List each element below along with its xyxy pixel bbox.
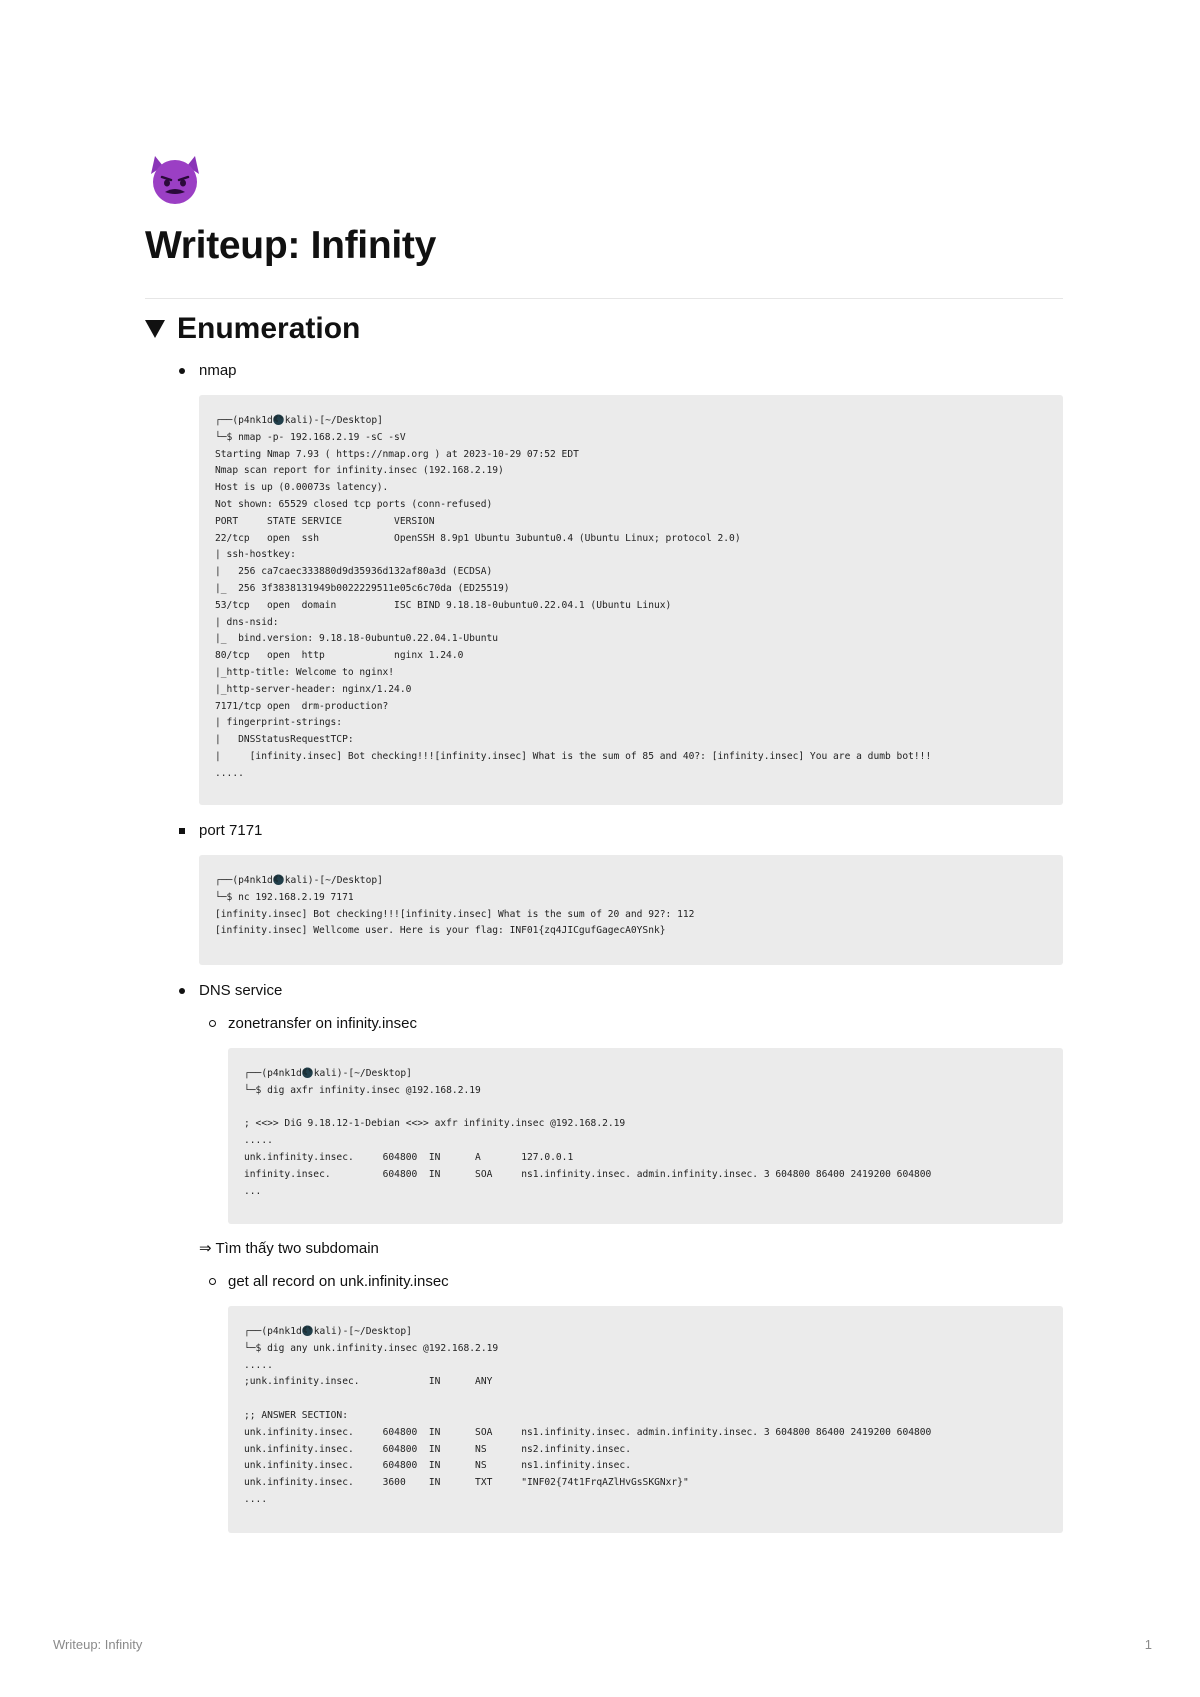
page-title: Writeup: Infinity bbox=[145, 224, 436, 267]
list-item-label: get all record on unk.infinity.insec bbox=[228, 1273, 449, 1290]
bullet-circle-icon bbox=[209, 1278, 216, 1285]
bullet-circle-icon bbox=[209, 1020, 216, 1027]
code-block-port: ┌──(p4nk1d🌑kali)-[~/Desktop] └─$ nc 192.168.2.19 7171 [infinity.insec] Bot checking!!![infinity.insec] What is the sum of 20 and 92?: 112 [infinity.insec] Wellcome user. Here is your flag: INF01{zq4JICgufGagecA0YSnk} bbox=[199, 855, 1063, 965]
document-page bbox=[145, 150, 1063, 1533]
section-heading: Enumeration bbox=[177, 312, 361, 345]
code-block-dig-any: ┌──(p4nk1d🌑kali)-[~/Desktop] └─$ dig any unk.infinity.insec @192.168.2.19 ..... ;unk.infinity.insec. IN ANY ;; ANSWER SECTION: unk.infinity.insec. 604800 IN SOA ns1.infinity.insec. admin.infinity.insec. 3 604800 86400 2419200 604800 unk.infinity.insec. 604800 IN NS ns2.infinity.insec. unk.infinity.insec. 604800 IN NS ns1.infinity.insec. unk.infinity.insec. 3600 IN TXT "INF02{74t1FrqAZlHvGsSKGNxr}" .... bbox=[228, 1306, 1063, 1533]
smiling-face-with-horns-icon bbox=[145, 150, 205, 206]
list-item-label: zonetransfer on infinity.insec bbox=[228, 1015, 417, 1032]
list-item-port-7171 bbox=[199, 821, 1063, 841]
toggle-triangle-icon bbox=[145, 320, 165, 338]
list-item-label: port 7171 bbox=[199, 822, 263, 839]
code-block-nmap: ┌──(p4nk1d🌑kali)-[~/Desktop] └─$ nmap -p- 192.168.2.19 -sC -sV Starting Nmap 7.93 ( https://nmap.org ) at 2023-10-29 07:52 EDT Nmap scan report for infinity.insec (192.168.2.19) Host is up (0.00073s latency). Not shown: 65529 closed tcp ports (conn-refused) PORT STATE SERVICE VERSION 22/tcp open ssh OpenSSH 8.9p1 Ubuntu 3ubuntu0.4 (Ubuntu Linux; protocol 2.0) | ssh-hostkey: | 256 ca7caec333880d9d35936d132af80a3d (ECDSA) |_ 256 3f3838131949b0022229511e05c6c70da (ED25519) 53/tcp open domain ISC BIND 9.18.18-0ubuntu0.22.04.1 (Ubuntu Linux) | dns-nsid: |_ bind.version: 9.18.18-0ubuntu0.22.04.1-Ubuntu 80/tcp open http nginx 1.24.0 |_http-title: Welcome to nginx! |_http-server-header: nginx/1.24.0 7171/tcp open drm-production? | fingerprint-strings: | DNSStatusRequestTCP: | [infinity.insec] Bot checking!!![infinity.insec] What is the sum of 85 and 40?: [infinity.insec] You are a dumb bot!!! ..... bbox=[199, 395, 1063, 805]
list-item-nmap bbox=[199, 361, 1063, 381]
bullet-disc-icon bbox=[179, 368, 185, 374]
bullet-disc-icon bbox=[179, 988, 185, 994]
footer-title: Writeup: Infinity bbox=[53, 1637, 143, 1652]
list-item-dns-service bbox=[199, 981, 1063, 1001]
section-toggle-enumeration[interactable] bbox=[145, 309, 1063, 349]
page-number: 1 bbox=[1144, 1637, 1152, 1652]
bullet-square-icon bbox=[179, 828, 185, 834]
code-block-dig-axfr: ┌──(p4nk1d🌑kali)-[~/Desktop] └─$ dig axfr infinity.insec @192.168.2.19 ; <<>> DiG 9.18.12-1-Debian <<>> axfr infinity.insec @192.168.2.19 ..... unk.infinity.insec. 604800 IN A 127.0.0.1 infinity.insec. 604800 IN SOA ns1.infinity.insec. admin.infinity.insec. 3 604800 86400 2419200 604800 ... bbox=[228, 1048, 1063, 1224]
list-item-label: DNS service bbox=[199, 982, 283, 999]
found-subdomain-note: ⇒ Tìm thấy two subdomain bbox=[199, 1240, 379, 1257]
list-item-label: nmap bbox=[199, 362, 237, 379]
list-item-get-all-record bbox=[228, 1272, 1063, 1292]
list-item-zonetransfer bbox=[228, 1014, 1063, 1034]
divider bbox=[145, 298, 1063, 299]
